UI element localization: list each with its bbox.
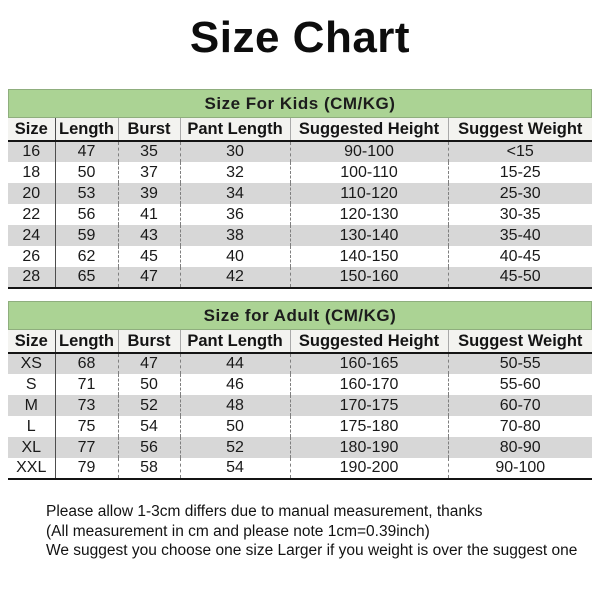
table-cell: 79: [55, 458, 118, 479]
table-cell: 45-50: [448, 267, 592, 288]
table-cell: 55-60: [448, 374, 592, 395]
page-title: Size Chart: [189, 13, 411, 62]
column-header: Size: [8, 330, 55, 353]
column-header: Length: [55, 118, 118, 141]
table-cell: 45: [118, 246, 180, 267]
column-header: Suggest Weight: [448, 118, 592, 141]
table-cell: 37: [118, 162, 180, 183]
table-cell: 53: [55, 183, 118, 204]
table-cell: 50: [180, 416, 290, 437]
kids-size-table: [8, 118, 592, 289]
table-cell: 36: [180, 204, 290, 225]
table-row: [8, 246, 592, 267]
table-cell: 39: [118, 183, 180, 204]
table-cell: 90-100: [290, 141, 448, 162]
table-cell: 190-200: [290, 458, 448, 479]
table-cell: 41: [118, 204, 180, 225]
table-cell: XS: [8, 353, 55, 374]
column-header: Suggested Height: [290, 118, 448, 141]
table-cell: 54: [118, 416, 180, 437]
table-cell: 70-80: [448, 416, 592, 437]
column-header: Length: [55, 330, 118, 353]
table-cell: 56: [118, 437, 180, 458]
table-cell: 16: [8, 141, 55, 162]
column-header: Burst: [118, 118, 180, 141]
table-row: [8, 458, 592, 479]
table-cell: 54: [180, 458, 290, 479]
table-cell: 130-140: [290, 225, 448, 246]
table-cell: 24: [8, 225, 55, 246]
table-row: [8, 225, 592, 246]
table-cell: 50: [55, 162, 118, 183]
table-cell: 25-30: [448, 183, 592, 204]
table-cell: 40-45: [448, 246, 592, 267]
column-header: Pant Length: [180, 118, 290, 141]
table-cell: 180-190: [290, 437, 448, 458]
table-row: [8, 141, 592, 162]
table-cell: 35-40: [448, 225, 592, 246]
table-cell: 43: [118, 225, 180, 246]
table-row: [8, 183, 592, 204]
table-cell: XL: [8, 437, 55, 458]
table-cell: 170-175: [290, 395, 448, 416]
table-cell: 40: [180, 246, 290, 267]
table-cell: 47: [55, 141, 118, 162]
table-cell: M: [8, 395, 55, 416]
table-cell: 44: [180, 353, 290, 374]
table-cell: 56: [55, 204, 118, 225]
table-cell: L: [8, 416, 55, 437]
table-cell: 34: [180, 183, 290, 204]
table-cell: 48: [180, 395, 290, 416]
column-header: Suggested Height: [290, 330, 448, 353]
table-cell: 75: [55, 416, 118, 437]
column-header: Suggest Weight: [448, 330, 592, 353]
table-cell: 150-160: [290, 267, 448, 288]
table-cell: 52: [180, 437, 290, 458]
table-row: [8, 162, 592, 183]
adult-band-title: Size for Adult (CM/KG): [203, 305, 397, 325]
table-cell: 71: [55, 374, 118, 395]
table-cell: 140-150: [290, 246, 448, 267]
table-cell: 120-130: [290, 204, 448, 225]
kids-header-row: [8, 118, 592, 141]
kids-band-title: Size For Kids (CM/KG): [204, 93, 396, 113]
table-cell: 80-90: [448, 437, 592, 458]
table-cell: <15: [448, 141, 592, 162]
note-line: We suggest you choose one size Larger if you weight is over the suggest one: [46, 542, 578, 559]
table-cell: 35: [118, 141, 180, 162]
table-cell: 30-35: [448, 204, 592, 225]
table-cell: 50: [118, 374, 180, 395]
table-cell: 38: [180, 225, 290, 246]
table-row: [8, 353, 592, 374]
note-line: Please allow 1-3cm differs due to manual measurement, thanks: [46, 503, 483, 520]
table-cell: 90-100: [448, 458, 592, 479]
table-cell: 77: [55, 437, 118, 458]
table-row: [8, 374, 592, 395]
measurement-notes: [46, 502, 600, 561]
table-cell: 42: [180, 267, 290, 288]
table-cell: 160-165: [290, 353, 448, 374]
table-cell: 15-25: [448, 162, 592, 183]
table-cell: 160-170: [290, 374, 448, 395]
column-header: Size: [8, 118, 55, 141]
table-cell: 18: [8, 162, 55, 183]
table-cell: 47: [118, 267, 180, 288]
table-cell: 52: [118, 395, 180, 416]
table-cell: 110-120: [290, 183, 448, 204]
table-cell: 175-180: [290, 416, 448, 437]
table-cell: 73: [55, 395, 118, 416]
table-cell: 50-55: [448, 353, 592, 374]
table-cell: S: [8, 374, 55, 395]
table-cell: 58: [118, 458, 180, 479]
adult-size-table: [8, 330, 592, 480]
table-row: [8, 437, 592, 458]
column-header: Burst: [118, 330, 180, 353]
table-cell: 30: [180, 141, 290, 162]
table-cell: 32: [180, 162, 290, 183]
table-cell: 68: [55, 353, 118, 374]
table-cell: 26: [8, 246, 55, 267]
adult-header-row: [8, 330, 592, 353]
table-cell: 22: [8, 204, 55, 225]
table-cell: XXL: [8, 458, 55, 479]
table-cell: 47: [118, 353, 180, 374]
table-cell: 62: [55, 246, 118, 267]
table-cell: 20: [8, 183, 55, 204]
table-row: [8, 267, 592, 288]
adult-section-band: [8, 301, 592, 330]
table-cell: 28: [8, 267, 55, 288]
table-row: [8, 416, 592, 437]
table-cell: 59: [55, 225, 118, 246]
column-header: Pant Length: [180, 330, 290, 353]
kids-section-band: [8, 89, 592, 118]
note-line: (All measurement in cm and please note 1cm=0.39inch): [46, 522, 430, 540]
table-cell: 65: [55, 267, 118, 288]
table-cell: 46: [180, 374, 290, 395]
table-cell: 100-110: [290, 162, 448, 183]
table-row: [8, 395, 592, 416]
table-cell: 60-70: [448, 395, 592, 416]
table-row: [8, 204, 592, 225]
